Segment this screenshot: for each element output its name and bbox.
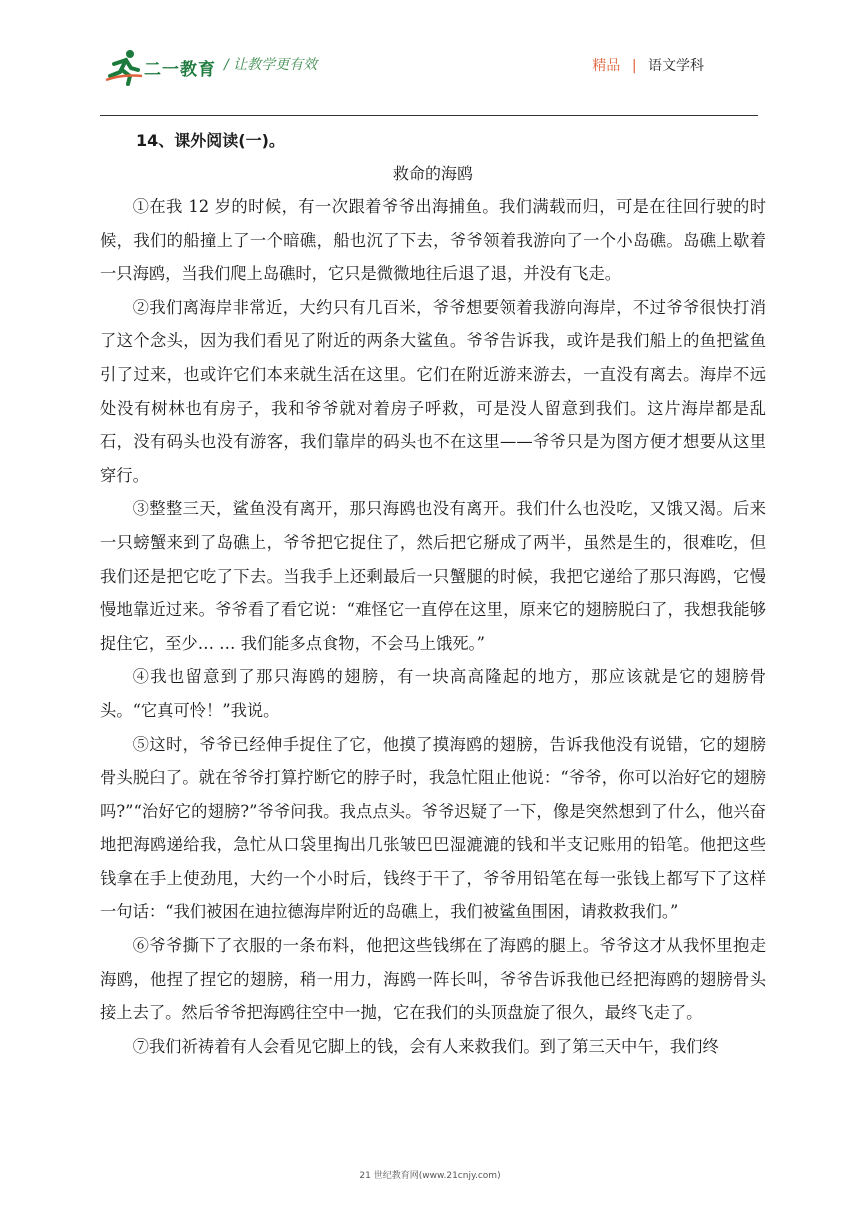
paragraph-2: ②我们离海岸非常近，大约只有几百米，爷爷想要领着我游向海岸，不过爷爷很快打消了这个念头，因为我们看见了附近的两条大鲨鱼。爷爷告诉我，或许是我们船上的鱼把鲨鱼引了过来，也或许它们本来就生活在这里。它们在附近游来游去，一直没有离去。海岸不远处没有树林也有房子，我和爷爷就对着房子呼救，可是没人留意到我们。这片海岸都是乱石，没有码头也没有游客，我们靠岸的码头也不在这里——爷爷只是为图方便才想要从这里穿行。 <box>100 297 766 485</box>
paragraph-1: ①在我 12 岁的时候，有一次跟着爷爷出海捕鱼。我们满载而归，可是在往回行驶的时候，我们的船撞上了一个暗礁，船也沉了下去，爷爷领着我游向了一个小岛礁。岛礁上歇着一只海鸥，当我们爬上岛礁时，它只是微微地往后退了退，并没有飞走。 <box>100 197 766 284</box>
runner-logo-icon <box>104 46 144 86</box>
quality-badge: 精品 <box>592 58 621 74</box>
page-footer: 21 世纪教育网(www.21cnjy.com) <box>359 1171 501 1181</box>
page-header <box>0 0 860 118</box>
paragraph-4: ④我也留意到了那只海鸥的翅膀，有一块高高隆起的地方，那应该就是它的翅膀骨头。“它真可怜！”我说。 <box>100 667 766 720</box>
header-separator: | <box>631 58 637 74</box>
paragraph-6: ⑥爷爷撕下了衣服的一条布料，他把这些钱绑在了海鸥的腿上。爷爷这才从我怀里抱走海鸥，他捏了捏它的翅膀，稍一用力，海鸥一阵长叫，爷爷告诉我他已经把海鸥的翅膀骨头接上去了。然后爷爷把海鸥往空中一抛，它在我们的头顶盘旋了很久，最终飞走了。 <box>100 936 766 1023</box>
question-heading: 14、课外阅读(一)。 <box>136 131 285 150</box>
story-title: 救命的海鸥 <box>392 164 473 183</box>
paragraph-5: ⑤这时，爷爷已经伸手捉住了它，他摸了摸海鸥的翅膀，告诉我他没有说错，它的翅膀骨头脱臼了。就在爷爷打算拧断它的脖子时，我急忙阻止他说：“爷爷，你可以治好它的翅膀吗?”“治好它的翅膀?”爷爷问我。我点点头。爷爷迟疑了一下，像是突然想到了什么，他兴奋地把海鸥递给我，急忙从口袋里掏出几张皱巴巴湿漉漉的钱和半支记账用的铅笔。他把这些钱拿在手上使劲甩，大约一个小时后，钱终于干了，爷爷用铅笔在每一张钱上都写下了这样一句话：“我们被困在迪拉德海岸附近的岛礁上，我们被鲨鱼围困，请救救我们。” <box>100 734 766 922</box>
header-subject-label <box>592 55 704 75</box>
paragraph-3: ③整整三天，鲨鱼没有离开，那只海鸥也没有离开。我们什么也没吃，又饿又渴。后来一只螃蟹来到了岛礁上，爷爷把它捉住了，然后把它掰成了两半，虽然是生的，很难吃，但我们还是把它吃了下去。当我手上还剩最后一只蟹腿的时候，我把它递给了那只海鸥，它慢慢地靠近过来。爷爷看了看它说：“难怪它一直停在这里，原来它的翅膀脱臼了，我想我能够捉住它，至少… … 我们能多点食物，不会马上饿死。” <box>100 499 766 653</box>
subject-label: 语文学科 <box>648 58 704 74</box>
header-divider <box>100 115 758 116</box>
logo <box>104 46 214 86</box>
document-body <box>100 126 766 1063</box>
logo-text: 二一教育 <box>144 60 216 80</box>
paragraph-7: ⑦我们祈祷着有人会看见它脚上的钱，会有人来救我们。到了第三天中午，我们终 <box>132 1036 719 1056</box>
slogan: / 让教学更有效 <box>224 57 318 73</box>
